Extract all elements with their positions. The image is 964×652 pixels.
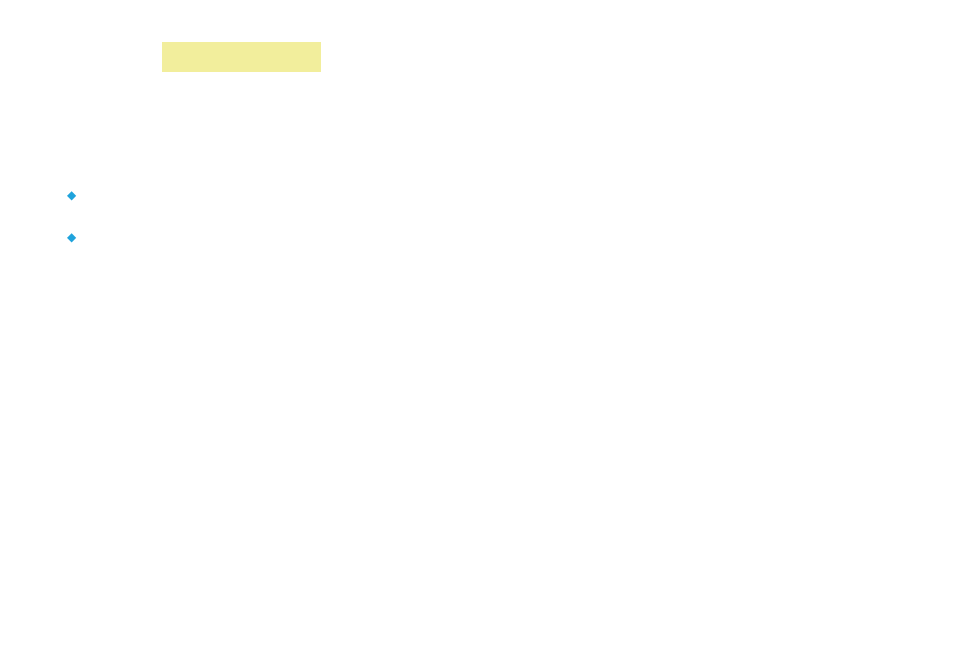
- bullet-genders: [67, 184, 437, 206]
- page-title: [162, 42, 321, 72]
- bullet-diamond-icon: ◆: [67, 188, 77, 202]
- bullet-diamond-icon: ◆: [67, 230, 77, 244]
- bullet-numbers: [67, 226, 437, 248]
